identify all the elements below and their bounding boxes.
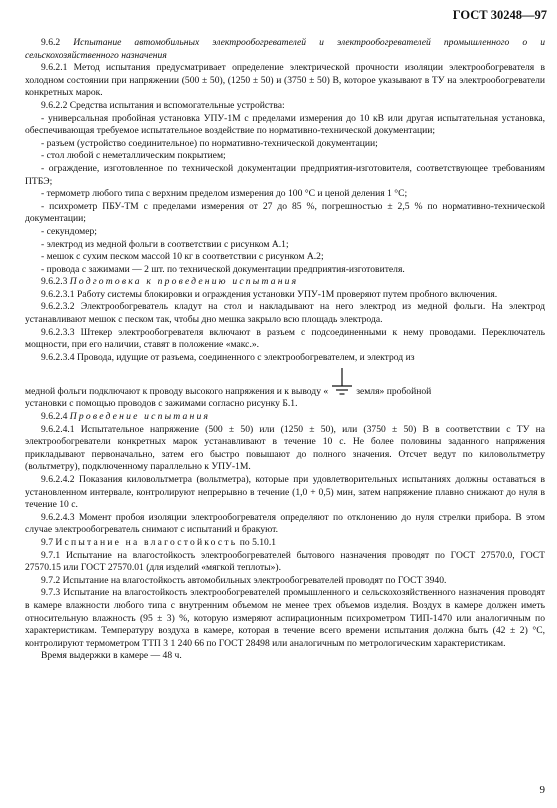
paragraph: установки с помощью проводов с зажимами согласно рисунку Б.1. xyxy=(25,398,298,410)
paragraph: 9.6.2.4.2 Показания киловольтметра (вольтметра), которые при удовлетворительных испытаниях должны оставаться в установленном интервале, контролируют непрерывно в течение (1,0 + 0,5) мин, затем напряжение плавно снижают до нуля в течение 10 с. xyxy=(25,474,545,511)
section-heading-9-6-2 xyxy=(25,37,545,62)
paragraph: 9.7.3 Испытание на влагостойкость электрообогревателей промышленного и сельскохозяйственного назначения проводят в камере влажности любого типа с внутренним объемом не менее трех объемов изделия. Воздух в камере должен иметь относительную влажность (95 ± 3) %, которую измеряют аспирационным психрометром ТИП-1470 или аналогичным по характеристикам. Температуру воздуха в камере, которая в течение всего времени испытания должна быть (42 ± 2) °С, контролируют термометром ТТП 3 1 240 66 по ГОСТ 28498 или аналогичным по метрологическим характеристикам. xyxy=(25,587,545,649)
list-item: - провода с зажимами — 2 шт. по технической документации предприятия-изготовителя. xyxy=(41,263,405,275)
section-title: Подготовка к проведению испытания xyxy=(69,276,299,288)
section-heading-9-6-2-4 xyxy=(25,411,545,424)
section-title: Испытание автомобильных электрообогревателей и электрообогревателей промышленного о и сельскохозяйственного назначения xyxy=(25,37,545,61)
ground-icon xyxy=(330,368,354,398)
list-item: - секундомер; xyxy=(41,225,97,237)
text-fragment: медной фольги подключают к проводу высокого напряжения и к выводу « xyxy=(25,385,329,397)
list-item: - мешок с сухим песком массой 10 кг в соответствии с рисунком А.2; xyxy=(41,251,324,263)
section-number: 9.6.2.3 xyxy=(41,276,68,288)
list-item: - разъем (устройство соединительное) по нормативно-технической документации; xyxy=(41,137,378,149)
paragraph: 9.6.2.1 Метод испытания предусматривает определение электрической прочности изоляции электрообогревателя в холодном состоянии при напряжении (500 ± 50), (1250 ± 50) и (3750 ± 50) В, которое указывают в ТУ на электрообогреватели конкретных марок. xyxy=(25,62,545,99)
section-number: 9.6.2.4 xyxy=(41,411,68,423)
paragraph-with-ground-symbol xyxy=(25,364,545,398)
section-reference: по 5.10.1 xyxy=(239,536,277,548)
document-code: ГОСТ 30248—97 xyxy=(452,8,547,22)
paragraph: 9.6.2.3.2 Электрообогреватель кладут на стол и накладывают на него электрод из медной фольги. На электрод устанавливают мешок с песком так, чтобы дно мешка закрыло всю площадь электрода. xyxy=(25,301,545,326)
paragraph: 9.7.1 Испытание на влагостойкость электрообогревателей бытового назначения проводят по ГОСТ 27570.0, ГОСТ 27570.15 или ГОСТ 27570.01 (для изделий «мягкой теплоты»). xyxy=(25,549,545,574)
list-item: - психрометр ПБУ-ТМ с пределами измерения от 27 до 85 %, погрешностью ± 2,5 % по нормативно-технической документации; xyxy=(25,200,545,225)
paragraph: 9.6.2.4.3 Момент пробоя изоляции электрообогревателя определяют по отклонению до нуля стрелки прибора. В этом случае электрообогреватель снимают с испытаний и бракуют. xyxy=(25,511,545,536)
text-fragment: земля» пробойной xyxy=(356,385,432,397)
document-body xyxy=(25,37,545,663)
list-item: - ограждение, изготовленное по технической документации предприятия-изготовителя, соответствующее требованиям ПТБЭ; xyxy=(25,162,545,187)
page-number: 9 xyxy=(539,784,545,796)
paragraph: 9.7.2 Испытание на влагостойкость автомобильных электрообогревателей проводят по ГОСТ 3940. xyxy=(41,574,447,586)
list-item: - стол любой с неметаллическим покрытием; xyxy=(41,150,226,162)
section-title: Проведение испытания xyxy=(69,411,211,423)
list-item: - термометр любого типа с верхним пределом измерения до 100 °С и ценой деления 1 °С; xyxy=(41,188,408,200)
paragraph: 9.6.2.3.4 Провода, идущие от разъема, соединенного с электрообогревателем, и электрод из xyxy=(41,351,415,363)
section-number: 9.6.2 xyxy=(41,37,61,48)
paragraph: Время выдержки в камере — 48 ч. xyxy=(41,650,182,662)
list-item: - универсальная пробойная установка УПУ-1М с пределами измерения до 10 кВ или другая испытательная установка, обеспечивающая требуемое испытательное воздействие по нормативно-технической документации; xyxy=(25,112,545,137)
paragraph: 9.6.2.4.1 Испытательное напряжение (500 ± 50) или (1250 ± 50), или (3750 ± 50) В в соответствии с ТУ на электрообогреватели конкретных марок устанавливают в течение 10 с. Не более половины заданного напряжения прикладывают первоначально, затем его быстро повышают до полного значения. Отсчет ведут по киловольтметру (вольтметру), подключенному параллельно к УПУ-1М. xyxy=(25,423,545,473)
section-title: Испытание на влагостойкость xyxy=(55,536,238,548)
paragraph: 9.6.2.3.3 Штекер электрообогревателя включают в разъем с подсоединенными к нему проводами. Переключатель мощности, при его наличии, ставят в положение «макс.». xyxy=(25,326,545,351)
section-heading-9-6-2-3 xyxy=(25,276,545,289)
section-number: 9.7 xyxy=(41,536,53,548)
section-heading-9-7 xyxy=(25,537,545,550)
paragraph: 9.6.2.2 Средства испытания и вспомогательные устройства: xyxy=(41,99,285,111)
paragraph: 9.6.2.3.1 Работу системы блокировки и ограждения установки УПУ-1М проверяют путем пробного включения. xyxy=(41,288,498,300)
list-item: - электрод из медной фольги в соответствии с рисунком А.1; xyxy=(41,238,289,250)
